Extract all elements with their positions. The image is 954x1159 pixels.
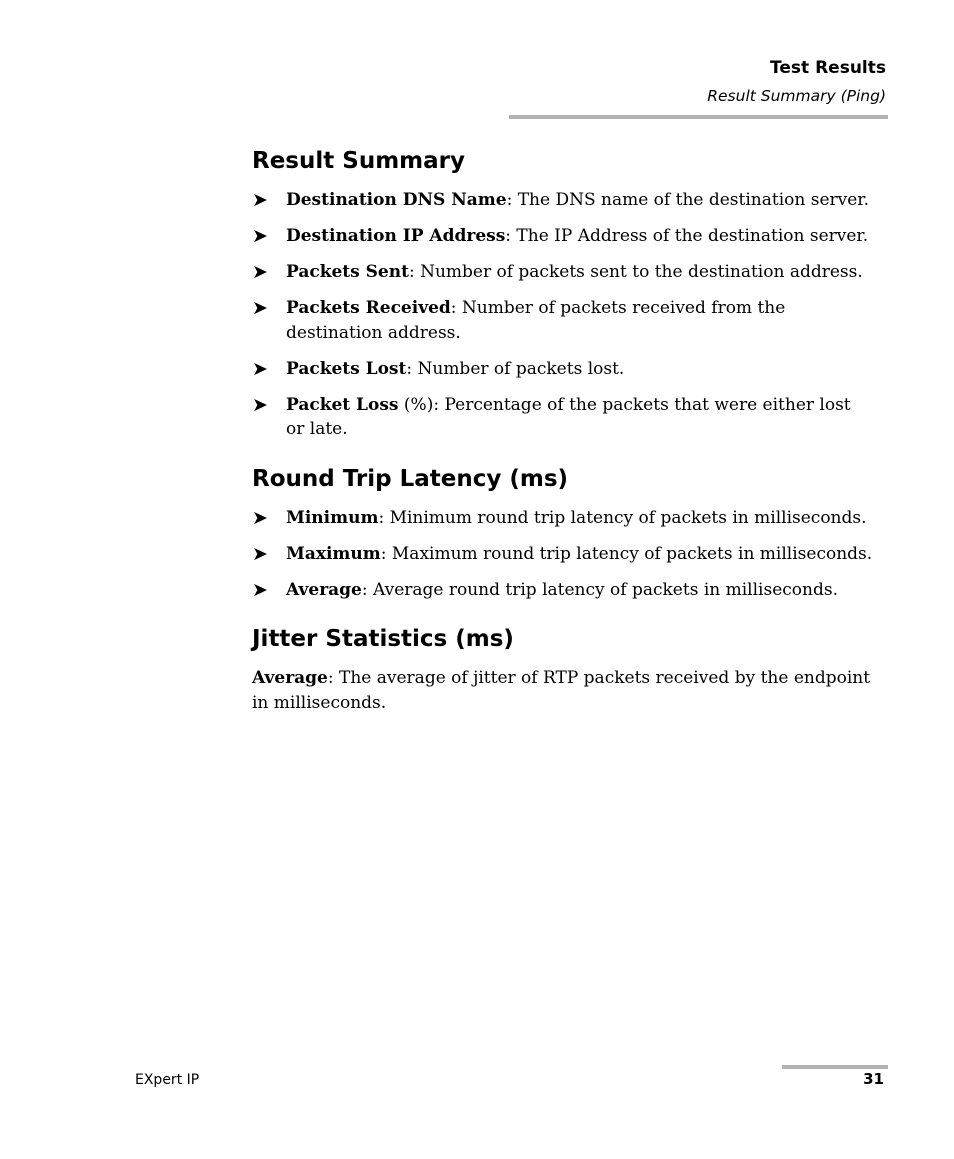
- arrow-bullet-icon: ➤: [252, 506, 268, 529]
- item-term: Packets Sent: [286, 262, 409, 282]
- item-term: Destination IP Address: [286, 226, 506, 246]
- arrow-bullet-icon: ➤: [252, 357, 268, 380]
- item-term: Packet Loss: [286, 394, 399, 415]
- item-description: : Minimum round trip latency of packets in milliseconds.: [378, 507, 867, 528]
- item-description: (%): Percentage of the packets that were either lost or late.: [286, 394, 851, 439]
- result-summary-heading: Result Summary: [252, 148, 465, 174]
- jitter-average-paragraph: [252, 666, 874, 715]
- list-item: [252, 188, 874, 213]
- round-trip-latency-list: [252, 506, 874, 603]
- item-description: : Number of packets lost.: [406, 358, 625, 379]
- arrow-bullet-icon: ➤: [252, 225, 268, 247]
- arrow-bullet-icon: ➤: [252, 393, 268, 416]
- item-term: Maximum: [286, 543, 381, 564]
- item-term: Average: [286, 579, 362, 600]
- result-summary-list: [252, 188, 874, 442]
- item-description: : Number of packets sent to the destination address.: [408, 262, 863, 282]
- arrow-bullet-icon: ➤: [252, 189, 268, 211]
- item-term: Minimum: [286, 507, 379, 528]
- list-item: [252, 260, 874, 285]
- chapter-title: Test Results: [770, 58, 886, 78]
- item-description: : The average of jitter of RTP packets received by the endpoint in milliseconds.: [252, 668, 871, 713]
- list-item: [252, 578, 874, 603]
- page-body: [252, 146, 874, 715]
- list-item: [252, 296, 874, 345]
- item-term: Average: [252, 668, 328, 688]
- list-item: [252, 357, 874, 382]
- page-number: 31: [863, 1070, 884, 1088]
- section-subtitle: Result Summary (Ping): [707, 87, 886, 105]
- list-item: [252, 224, 874, 249]
- arrow-bullet-icon: ➤: [252, 261, 268, 283]
- item-term: Destination DNS Name: [286, 190, 507, 210]
- list-item: [252, 542, 874, 567]
- item-term: Packets Received: [286, 298, 451, 318]
- item-description: : Maximum round trip latency of packets in milliseconds.: [380, 543, 873, 564]
- item-term: Packets Lost: [286, 358, 407, 379]
- jitter-statistics-heading: Jitter Statistics (ms): [252, 626, 514, 652]
- footer-product-name: EXpert IP: [135, 1072, 200, 1088]
- list-item: [252, 393, 874, 442]
- round-trip-latency-heading: Round Trip Latency (ms): [252, 465, 569, 492]
- item-description: : The DNS name of the destination server.: [506, 190, 869, 210]
- item-description: : Number of packets received from the destination address.: [286, 298, 786, 343]
- header-divider: [509, 115, 888, 119]
- arrow-bullet-icon: ➤: [252, 542, 268, 565]
- arrow-bullet-icon: ➤: [252, 297, 268, 319]
- running-header: [707, 57, 886, 107]
- list-item: [252, 506, 874, 531]
- item-description: : Average round trip latency of packets in milliseconds.: [361, 579, 838, 600]
- arrow-bullet-icon: ➤: [252, 578, 268, 601]
- item-description: : The IP Address of the destination server.: [505, 226, 869, 246]
